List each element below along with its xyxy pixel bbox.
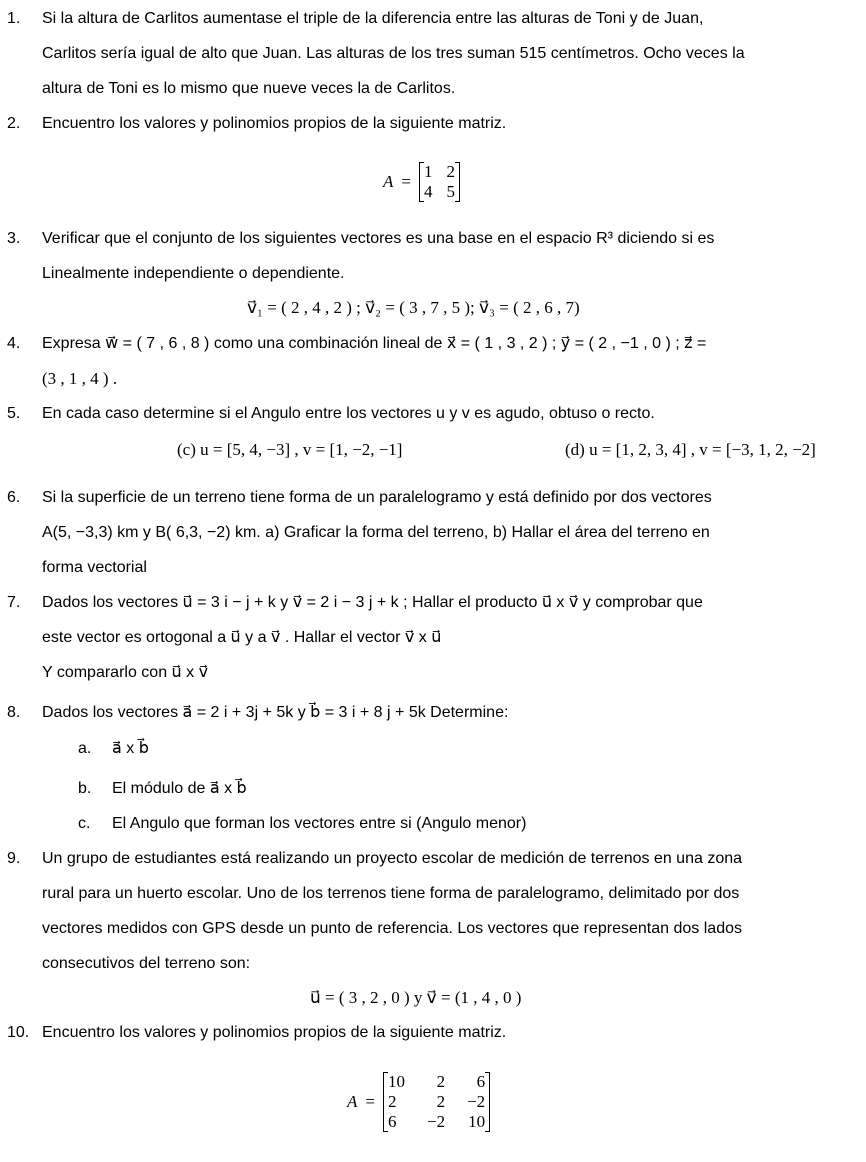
problem-text-line: A(5, −3,3) km y B( 6,3, −2) km. a) Graficar la forma del terreno, b) Hallar el área del terreno en [42,524,710,541]
matrix-cell: 6 [387,1112,397,1131]
matrix-cell: 5 [446,182,455,201]
matrix-cell: 2 [387,1092,397,1111]
problem-text-line: este vector es ortogonal a u⃗ y a v⃗ . Hallar el vector v⃗ x u⃗ [42,629,442,646]
problem-text-line: Si la altura de Carlitos aumentase el triple de la diferencia entre las alturas de Toni y de Juan, [42,10,704,27]
problem-text-line: Verificar que el conjunto de los siguientes vectores es una base en el espacio R³ diciendo si es [42,230,715,247]
matrix-cell: −2 [467,1092,486,1111]
problem-number: 3. [7,230,21,247]
matrix-cell: 2 [436,1072,446,1091]
matrix-cell: 1 [423,162,433,181]
problem-number: 7. [7,594,21,611]
problem-text-line: Si la superficie de un terreno tiene forma de un paralelogramo y está definido por dos vectores [42,489,712,506]
problem-text-line: forma vectorial [42,559,147,576]
problem-text-line: Encuentro los valores y polinomios propios de la siguiente matriz. [42,1024,507,1041]
matrix-cell: 6 [476,1072,486,1091]
problem-text-line: Linealmente independiente o dependiente. [42,265,345,282]
matrix-cell: 2 [446,162,455,181]
matrix-cell: 10 [468,1112,486,1131]
matrix-A-2x2: A = 1 2 4 5 [383,162,460,202]
problem-text-line: rural para un huerto escolar. Uno de los terrenos tiene forma de paralelogramo, delimitado por dos [42,885,740,902]
document-page: 1. Si la altura de Carlitos aumentase el triple de la diferencia entre las alturas de Toni y de Juan, Carlitos sería igual de alto que Juan. Las alturas de los tres suman 515 centímetros. Ocho veces la altura de Toni es lo mismo que nueve veces la de Carlitos. 2. Encuentro los valores y polinomios propios de la siguiente matriz. A = 1 2 4 5 3. Verificar que el conjunto de los siguientes vectores es una base en el espacio R³ diciendo si es Linealmente independiente o dependiente. v⃗₁ = ( 2 , 4 , 2 ) ; v⃗₂ = ( 3 , 7 , 5 ); v⃗₃ = ( 2 , 6 , 7) 4. Expresa w⃗ = ( 7 , 6 , 8 ) como una combinación lineal de x⃗ = ( 1 , 3 , 2 ) ; y⃗ = ( 2 , −1 , 0 ) ; z⃗ = (3 , 1 , 4 ) . 5. En cada caso determine si el Angulo entre los vectores u y v es agudo, obtuso o recto. (c) u = [5, 4, −3] , v = [1, −2, −1] (d) u = [1, 2, 3, 4] , v = [−3, 1, 2, −2] 6. Si la superficie de un terreno tiene forma de un paralelogramo y está definido por dos vectores A(5, −3,3) km y B( 6,3, −2) km. a) Graficar la forma del terreno, b) Hallar el área del terreno en forma vectorial 7. Dados los vectores u⃗ = 3 i − j + k y v⃗ = 2 i − 3 j + k ; Hallar el producto u⃗ x v⃗ y comprobar que este vector es ortogonal a u⃗ y a v⃗ . Hallar el vector v⃗ x u⃗ Y compararlo con u⃗ x v⃗ 8. Dados los vectores a⃗ = 2 i + 3j + 5k y b⃗ = 3 i + 8 j + 5k Determine: a. a⃗ x b⃗ b. El módulo de a⃗ x b⃗ c. El Angulo que forman los vectores entre si (Angulo menor) 9. Un grupo de estudiantes está realizando un proyecto escolar de medición de terrenos en una zona rural para un huerto escolar. Uno de los terrenos tiene forma de paralelogramo, delimitado por dos vectores medidos con GPS desde un punto de referencia. Los vectores que representan dos lados consecutivos del terreno son: u⃗ = ( 3 , 2 , 0 ) y v⃗ = (1 , 4 , 0 ) 10. Encuentro los valores y polinomios propios de la siguiente matriz. A = 10 2 6 2 2 −2 6 −2 10 [7,10,816,1131]
case-c: (c) u = [5, 4, −3] , v = [1, −2, −1] [177,440,403,459]
problem-number: 2. [7,115,21,132]
problem-text-line: Dados los vectores a⃗ = 2 i + 3j + 5k y b⃗ = 3 i + 8 j + 5k Determine: [42,704,509,721]
problem-text-line: Expresa w⃗ = ( 7 , 6 , 8 ) como una combinación lineal de x⃗ = ( 1 , 3 , 2 ) ; y⃗ = ( 2 , −1 , 0 ) ; z⃗ = [42,335,707,352]
problem-number: 5. [7,405,21,422]
matrix-A-3x3: A = 10 2 6 2 2 −2 6 −2 10 [347,1072,490,1132]
vector-formula: v⃗₁ = ( 2 , 4 , 2 ) ; v⃗₂ = ( 3 , 7 , 5 ); v⃗₃ = ( 2 , 6 , 7) [247,298,580,317]
problem-text-line: Encuentro los valores y polinomios propios de la siguiente matriz. [42,115,507,132]
problem-text-line: altura de Toni es lo mismo que nueve veces la de Carlitos. [42,80,456,97]
problem-text-line: Y compararlo con u⃗ x v⃗ [42,664,209,681]
problem-number: 8. [7,704,21,721]
problem-number: 4. [7,335,21,352]
case-d: (d) u = [1, 2, 3, 4] , v = [−3, 1, 2, −2] [565,440,816,459]
problem-text-line: (3 , 1 , 4 ) . [42,369,118,388]
problem-number: 6. [7,489,21,506]
problem-text-line: Dados los vectores u⃗ = 3 i − j + k y v⃗ = 2 i − 3 j + k ; Hallar el producto u⃗ x v⃗ y comprobar que [42,594,703,611]
problem-text-line: vectores medidos con GPS desde un punto de referencia. Los vectores que representan dos lados [42,920,742,937]
vector-formula: u⃗ = ( 3 , 2 , 0 ) y v⃗ = (1 , 4 , 0 ) [310,988,522,1007]
problem-text-line: En cada caso determine si el Angulo entre los vectores u y v es agudo, obtuso o recto. [42,405,655,422]
problem-text-line: consecutivos del terreno son: [42,955,251,972]
problem-text-line: Carlitos sería igual de alto que Juan. Las alturas de los tres suman 515 centímetros. Ocho veces la [42,45,745,62]
problem-text-line: Un grupo de estudiantes está realizando un proyecto escolar de medición de terrenos en una zona [42,850,743,867]
matrix-cell: 4 [423,182,433,201]
matrix-cell: 10 [387,1072,405,1091]
problem-number: 9. [7,850,21,867]
matrix-cell: −2 [426,1112,446,1131]
matrix-cell: 2 [436,1092,446,1111]
problem-number: 10. [7,1024,30,1041]
problem-number: 1. [7,10,21,27]
